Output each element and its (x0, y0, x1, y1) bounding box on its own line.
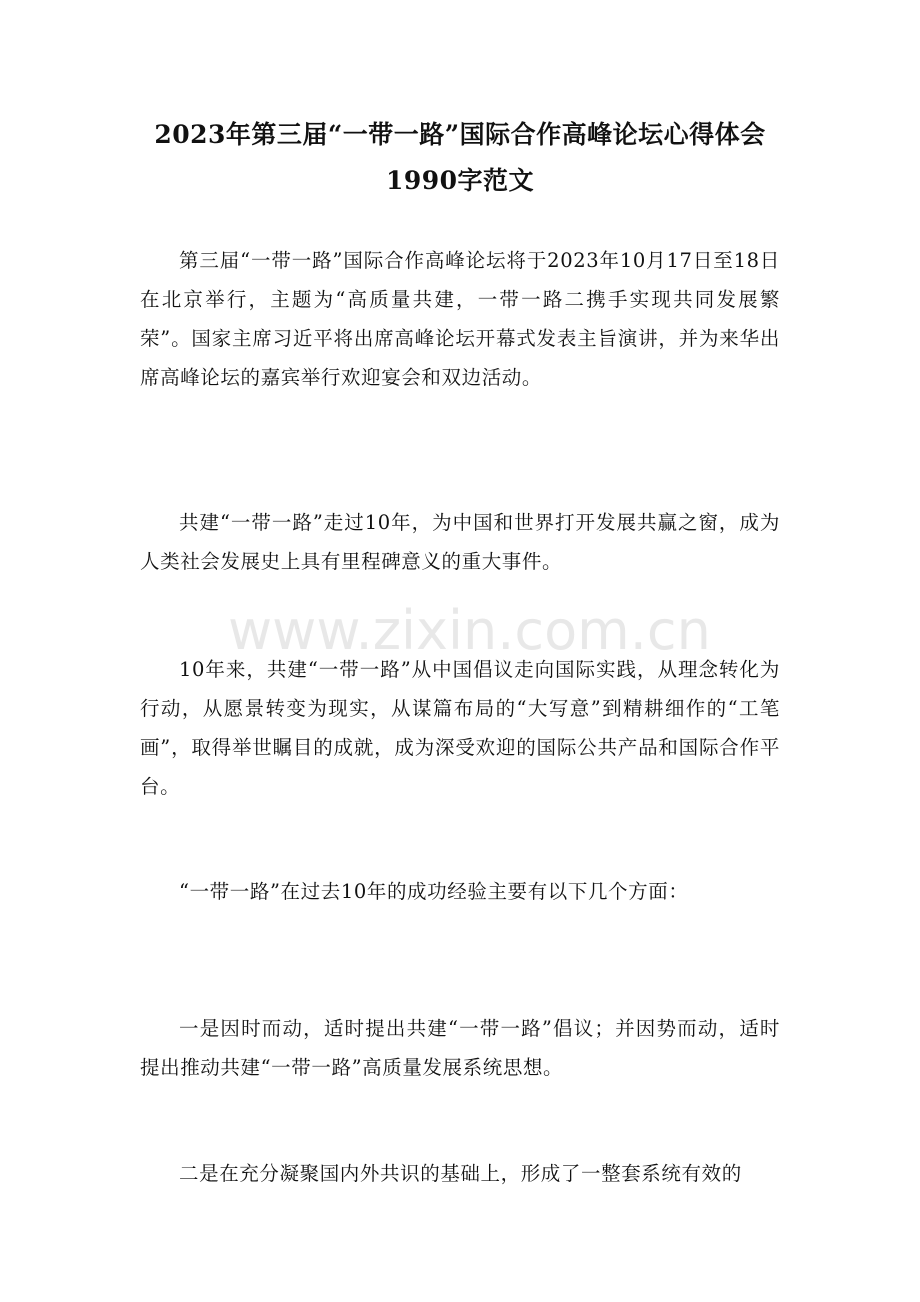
paragraph-point-one: 一是因时而动，适时提出共建“一带一路”倡议；并因势而动，适时提出推动共建“一带一路”高质量发展系统思想。 (140, 1017, 780, 1079)
document-title: 2023年第三届“一带一路”国际合作高峰论坛心得体会1990字范文 (154, 120, 766, 195)
paragraph-achievements: 10年来，共建“一带一路”从中国倡议走向国际实践，从理念转化为行动，从愿景转变为现实，从谋篇布局的“大写意”到精耕细作的“工笔画”，取得举世瞩目的成就，成为深受欢迎的国际公共产品和国际合作平台。 (140, 658, 780, 798)
paragraph-point-two: 二是在充分凝聚国内外共识的基础上，形成了一整套系统有效的 (179, 1162, 742, 1185)
paragraph-experience-intro: “一带一路”在过去10年的成功经验主要有以下几个方面： (179, 880, 689, 903)
paragraph-intro: 第三届“一带一路”国际合作高峰论坛将于2023年10月17日至18日在北京举行，主题为“高质量共建，一带一路二携手实现共同发展繁荣”。国家主席习近平将出席高峰论坛开幕式发表主旨演讲，并为来华出席高峰论坛的嘉宾举行欢迎宴会和双边活动。 (140, 249, 780, 389)
watermark-text: www.zixin.com.cn (228, 599, 711, 662)
paragraph-ten-years: 共建“一带一路”走过10年，为中国和世界打开发展共赢之窗，成为人类社会发展史上具有里程碑意义的重大事件。 (140, 511, 780, 573)
